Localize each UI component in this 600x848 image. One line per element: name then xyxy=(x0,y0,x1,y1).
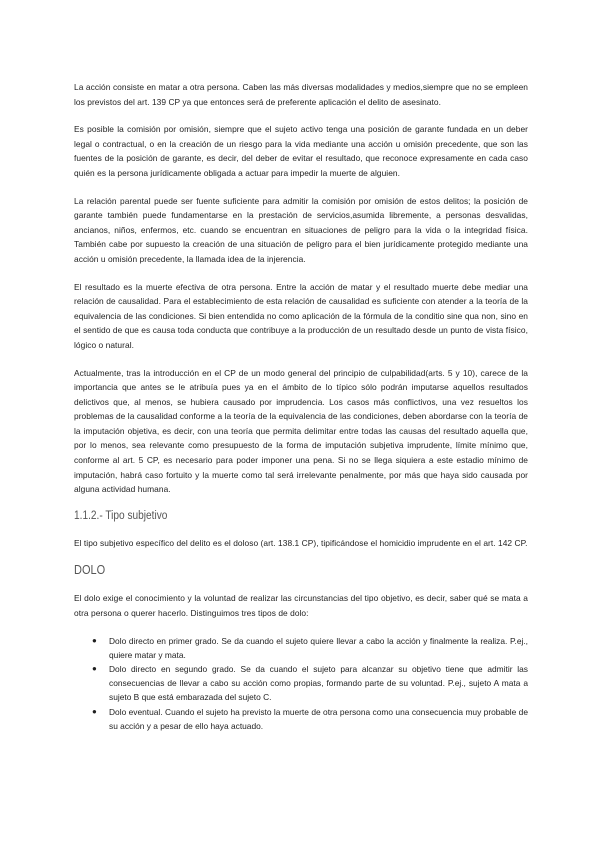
paragraph-resultado: El resultado es la muerte efectiva de otra persona. Entre la acción de matar y el resultado muerte debe mediar una relación de causalidad. Para el establecimiento de esta relación de causalidad es suficiente con atender a la teoría de la equivalencia de las condiciones. Si bien entendida no como aplicación de la fórmula de la conditio sine qua non, sino en el sentido de que es causa toda conducta que contribuye a la producción de un resultado desde un punto de vista físico, lógico o natural. xyxy=(74,281,528,350)
document-page xyxy=(74,80,528,733)
bullet-icon: ● xyxy=(92,635,97,645)
dolo-types-list xyxy=(74,634,528,733)
paragraph-relacion-parental: La relación parental puede ser fuente suficiente para admitir la comisión por omisión de estos delitos; la posición de garante también puede fundamentarse en la prestación de servicios,asumida libremente, a personas desvalidas, ancianos, niños, enfermos, etc. cuando se encuentran en situaciones de peligro para la vida o la integridad física. También cabe por supuesto la creación de una situación de peligro para el bien jurídicamente protegido mediante una acción u omisión precedente, la llamada idea de la injerencia. xyxy=(74,195,528,264)
bullet-icon: ● xyxy=(92,706,97,716)
paragraph-actualmente: Actualmente, tras la introducción en el CP de un modo general del principio de culpabilidad(arts. 5 y 10), carece de la importancia que antes se le atribuía pues ya en el ámbito de lo típico sólo podrán imputarse aquellos resultados delictivos que, al menos, se hubiera causado por imprudencia. Los casos más conflictivos, una vez resueltos los problemas de la causalidad conforme a la teoría de la equivalencia de las condiciones, deben abordarse con la teoría de la imputación objetiva, es decir, con una teoría que permita delimitar entre todas las causas del resultado aquella que, por lo menos, sea relevante como presupuesto de la forma de imputación subjetiva imprudente, límite mínimo que, conforme al art. 5 CP, es necesario para poder imponer una pena. Si no se llega siquiera a este estadio mínimo de imputación, habrá caso fortuito y la muerte como tal será irrelevante penalmente, por más que haya sido causada por alguna actividad humana. xyxy=(74,367,528,495)
paragraph-accion: La acción consiste en matar a otra persona. Caben las más diversas modalidades y medios,siempre que no se empleen los previstos del art. 139 CP ya que entonces será de preferente aplicación el delito de asesinato. xyxy=(74,82,528,107)
bullet-icon: ● xyxy=(92,664,97,674)
paragraph-tipo-subjetivo: El tipo subjetivo específico del delito es el doloso (art. 138.1 CP), tipificándose el homicidio imprudente en el art. 142 CP. xyxy=(74,537,528,548)
list-item-text: Dolo eventual. Cuando el sujeto ha previsto la muerte de otra persona como una consecuencia muy probable de su acción y a pesar de ello haya actuado. xyxy=(109,706,528,731)
list-item xyxy=(92,634,528,662)
list-item xyxy=(92,662,528,705)
section-heading-tipo-subjetivo: 1.1.2.- Tipo subjetivo xyxy=(74,509,168,522)
list-item-text: Dolo directo en segundo grado. Se da cuando el sujeto para alcanzar su objetivo tiene que admitir las consecuencias de llevar a cabo su acción como propias, formando parte de su voluntad. P.ej., sujeto A mata a sujeto B que está embarazada del sujeto C. xyxy=(109,664,528,703)
list-item xyxy=(92,705,528,733)
section-heading-dolo: DOLO xyxy=(74,563,106,578)
paragraph-comision-por-omision: Es posible la comisión por omisión, siempre que el sujeto activo tenga una posición de garante fundada en un deber legal o contractual, o en la creación de un riesgo para la vida mediante una acción u omisión precedente, que son las fuentes de la posición de garante, es decir, del deber de evitar el resultado, que reconoce expresamente en cada caso quién es la persona jurídicamente obligada a actuar para impedir la muerte de alguien. xyxy=(74,124,528,178)
list-item-text: Dolo directo en primer grado. Se da cuando el sujeto quiere llevar a cabo la acción y finalmente la realiza. P.ej., quiere matar y mata. xyxy=(109,635,528,660)
paragraph-dolo: El dolo exige el conocimiento y la voluntad de realizar las circunstancias del tipo objetivo, es decir, saber qué se mata a otra persona o querer hacerlo. Distinguimos tres tipos de dolo: xyxy=(74,593,528,619)
